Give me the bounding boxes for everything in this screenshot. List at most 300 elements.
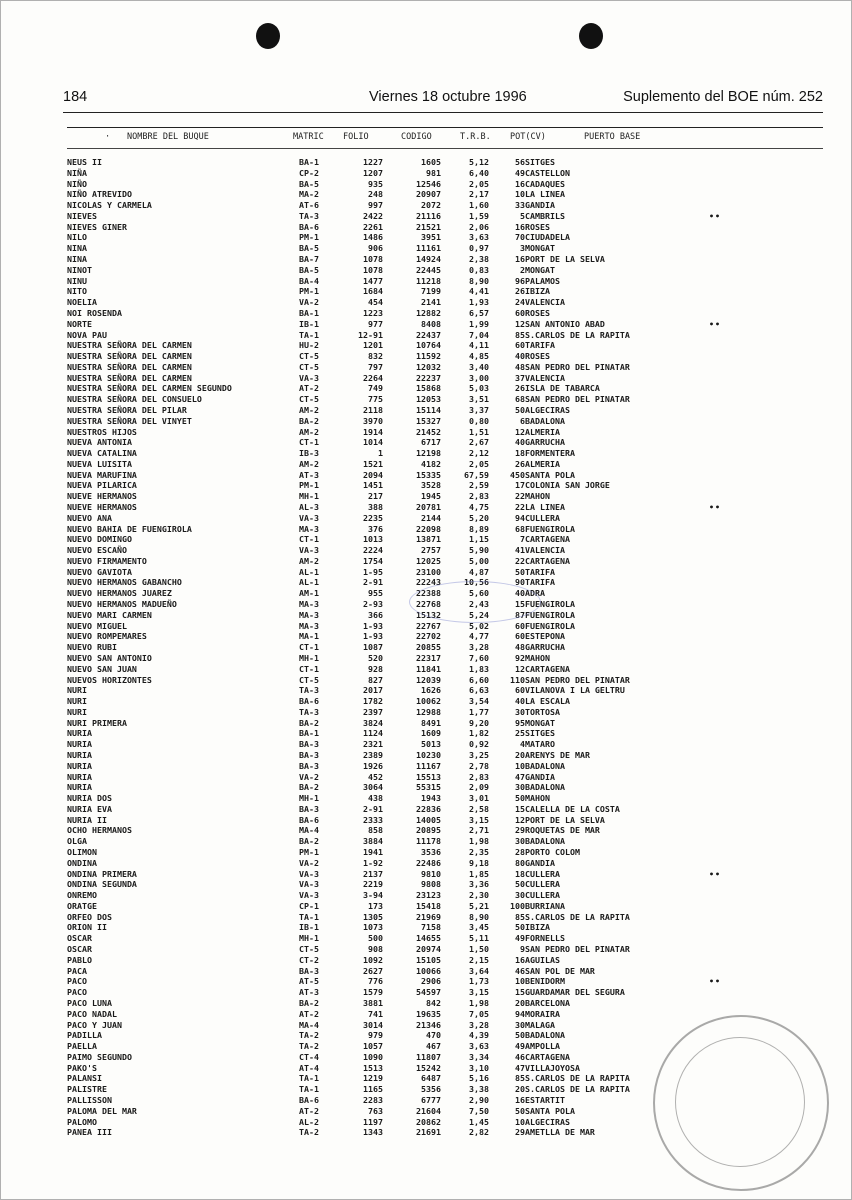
cell-codigo: 20907: [416, 189, 441, 200]
table-row: [67, 330, 735, 341]
cell-trb: 2,78: [469, 760, 489, 771]
cell-codigo: 20862: [416, 1116, 441, 1127]
cell-codigo: 6487: [421, 1073, 441, 1084]
cell-pot: 10: [515, 1116, 525, 1127]
cell-codigo: 22243: [416, 577, 441, 588]
cell-codigo: 2141: [421, 297, 441, 308]
cell-dots: [695, 373, 735, 384]
cell-puerto: SANTA POLA: [525, 469, 575, 480]
cell-matric: VA-2: [299, 771, 319, 782]
cell-codigo: 21691: [416, 1127, 441, 1138]
cell-folio: 1782: [363, 696, 383, 707]
cell-trb: 4,85: [469, 351, 489, 362]
cell-trb: 3,01: [469, 793, 489, 804]
cell-matric: BA-3: [299, 965, 319, 976]
cell-name: PALOMO: [67, 1116, 97, 1127]
cell-puerto: CULLERA: [525, 512, 560, 523]
cell-trb: 5,90: [469, 545, 489, 556]
cell-name: PANEA III: [67, 1127, 112, 1138]
cell-pot: 90: [515, 577, 525, 588]
cell-matric: VA-3: [299, 545, 319, 556]
cell-name: PACO NADAL: [67, 1008, 117, 1019]
table-row: [67, 459, 735, 470]
table-row: [67, 545, 735, 556]
cell-name: NURI: [67, 685, 87, 696]
cell-codigo: 22317: [416, 652, 441, 663]
cell-pot: 49: [515, 933, 525, 944]
cell-puerto: BADALONA: [525, 836, 565, 847]
cell-folio: 1-93: [363, 631, 383, 642]
cell-trb: 3,15: [469, 814, 489, 825]
cell-trb: 6,40: [469, 167, 489, 178]
cell-pot: 96: [515, 275, 525, 286]
cell-codigo: 14655: [416, 933, 441, 944]
cell-folio: 1513: [363, 1062, 383, 1073]
cell-codigo: 12198: [416, 448, 441, 459]
cell-dots: [695, 513, 735, 524]
cell-matric: TA-3: [299, 706, 319, 717]
cell-pot: 49: [515, 167, 525, 178]
cell-codigo: 12053: [416, 394, 441, 405]
table-row: [67, 707, 735, 718]
cell-dots: [695, 815, 735, 826]
cell-codigo: 2906: [421, 976, 441, 987]
cell-dots: [695, 998, 735, 1009]
cell-dots: [695, 610, 735, 621]
cell-pot: 40: [515, 437, 525, 448]
table-header-rule: [67, 148, 823, 149]
cell-codigo: 3528: [421, 480, 441, 491]
cell-dots: [695, 383, 735, 394]
cell-pot: 29: [515, 825, 525, 836]
cell-trb: 7,50: [469, 1105, 489, 1116]
cell-name: OLGA: [67, 836, 87, 847]
cell-puerto: BADALONA: [525, 760, 565, 771]
table-row: [67, 912, 735, 923]
cell-pot: 5: [520, 210, 525, 221]
cell-pot: 40: [515, 588, 525, 599]
cell-matric: VA-3: [299, 868, 319, 879]
cell-codigo: 11592: [416, 351, 441, 362]
cell-codigo: 15242: [416, 1062, 441, 1073]
cell-pot: 28: [515, 847, 525, 857]
table-row: [67, 1041, 735, 1052]
cell-pot: 85: [515, 1073, 525, 1084]
cell-folio: 1087: [363, 642, 383, 653]
cell-name: NUESTROS HIJOS: [67, 426, 137, 437]
table-row: [67, 750, 735, 761]
cell-dots: [695, 480, 735, 491]
cell-name: OCHO HERMANOS: [67, 825, 132, 836]
cell-name: NUEVE HERMANOS: [67, 491, 137, 502]
cell-puerto: SAN ANTONIO ABAD: [525, 318, 605, 329]
cell-matric: BA-5: [299, 243, 319, 254]
cell-trb: 2,30: [469, 890, 489, 901]
cell-folio: 1227: [363, 157, 383, 167]
cell-trb: 2,59: [469, 480, 489, 491]
cell-codigo: 22836: [416, 803, 441, 814]
cell-trb: 5,16: [469, 1073, 489, 1084]
cell-folio: 955: [368, 588, 383, 599]
table-row: [67, 394, 735, 405]
cell-puerto: AMPOLLA: [525, 1041, 560, 1052]
cell-dots: [695, 179, 735, 190]
cell-pot: 22: [515, 502, 525, 512]
cell-dots: ••: [709, 210, 721, 221]
cell-puerto: ISLA DE TABARCA: [525, 383, 600, 394]
cell-matric: MA-4: [299, 825, 319, 836]
cell-puerto: TARIFA: [525, 577, 555, 588]
table-row: [67, 308, 735, 319]
cell-codigo: 14005: [416, 814, 441, 825]
cell-pot: 68: [515, 523, 525, 534]
cell-dots: [695, 459, 735, 470]
cell-puerto: CULLERA: [525, 879, 560, 890]
cell-matric: HU-2: [299, 340, 319, 351]
cell-trb: 4,77: [469, 631, 489, 642]
cell-pot: 16: [515, 954, 525, 965]
cell-codigo: 22237: [416, 372, 441, 383]
cell-folio: 797: [368, 361, 383, 372]
cell-name: NURIA: [67, 782, 92, 793]
cell-pot: 24: [515, 297, 525, 308]
cell-codigo: 981: [426, 167, 441, 178]
cell-trb: 5,02: [469, 620, 489, 631]
cell-trb: 4,41: [469, 286, 489, 297]
round-seal-stamp: [653, 1015, 829, 1191]
cell-matric: MA-3: [299, 523, 319, 534]
cell-dots: [695, 761, 735, 772]
cell-matric: BA-2: [299, 997, 319, 1008]
cell-codigo: 23100: [416, 566, 441, 577]
table-row: [67, 793, 735, 804]
cell-folio: 1486: [363, 232, 383, 243]
cell-name: ORATGE: [67, 900, 97, 911]
cell-folio: 173: [368, 900, 383, 911]
cell-matric: AT-4: [299, 1062, 319, 1073]
cell-pot: 50: [515, 922, 525, 933]
cell-puerto: LA LINEA: [525, 502, 565, 512]
table-row: [67, 1117, 735, 1128]
table-row: [67, 825, 735, 836]
cell-pot: 12: [515, 814, 525, 825]
cell-puerto: FUENGIROLA: [525, 620, 575, 631]
cell-pot: 16: [515, 254, 525, 265]
cell-matric: VA-2: [299, 297, 319, 308]
cell-folio: 2235: [363, 512, 383, 523]
cell-matric: PM-1: [299, 480, 319, 491]
table-row: [67, 157, 735, 168]
cell-puerto: CALELLA DE LA COSTA: [525, 803, 620, 814]
cell-name: NINA: [67, 254, 87, 265]
cell-matric: CP-1: [299, 900, 319, 911]
table-row: [67, 718, 735, 729]
cell-trb: 6,57: [469, 307, 489, 318]
cell-trb: 2,38: [469, 254, 489, 265]
table-row: [67, 610, 735, 621]
cell-matric: AM-2: [299, 458, 319, 469]
cell-trb: 0,83: [469, 264, 489, 275]
cell-folio: 2321: [363, 739, 383, 750]
cell-codigo: 22486: [416, 857, 441, 868]
cell-name: NURI: [67, 696, 87, 707]
cell-puerto: CULLERA: [525, 890, 560, 901]
cell-name: PACO LUNA: [67, 997, 112, 1008]
cell-puerto: SITGES: [525, 728, 555, 739]
table-row: [67, 1030, 735, 1041]
cell-dots: [695, 470, 735, 481]
table-row: [67, 890, 735, 901]
cell-trb: 1,59: [469, 210, 489, 221]
cell-pot: 47: [515, 1062, 525, 1073]
cell-puerto: TORTOSA: [525, 706, 560, 717]
cell-folio: 3824: [363, 717, 383, 728]
cell-name: NUEVO MARI CARMEN: [67, 609, 152, 620]
col-header-matric: MATRIC: [293, 132, 324, 142]
cell-codigo: 20855: [416, 642, 441, 653]
cell-pot: 95: [515, 717, 525, 728]
table-row: [67, 955, 735, 966]
cell-name: NOVA PAU: [67, 329, 107, 340]
table-row: [67, 944, 735, 955]
cell-matric: MA-1: [299, 631, 319, 642]
cell-name: NUESTRA SEÑORA DEL CARMEN SEGUNDO: [67, 383, 232, 394]
cell-puerto: S.CARLOS DE LA RAPITA: [525, 1073, 630, 1084]
cell-matric: BA-3: [299, 803, 319, 814]
cell-pot: 40: [515, 696, 525, 707]
cell-pot: 48: [515, 361, 525, 372]
cell-name: NUEVO HERMANOS MADUEÑO: [67, 599, 177, 610]
cell-trb: 3,40: [469, 361, 489, 372]
cell-trb: 67,59: [464, 469, 489, 480]
cell-pot: 50: [515, 404, 525, 415]
cell-matric: AM-2: [299, 426, 319, 437]
cell-pot: 17: [515, 480, 525, 491]
cell-puerto: MONGAT: [525, 243, 555, 254]
cell-folio: 366: [368, 609, 383, 620]
cell-folio: 2-91: [363, 803, 383, 814]
cell-dots: [695, 416, 735, 427]
cell-dots: [695, 286, 735, 297]
col-header-pot: POT(CV): [510, 132, 546, 142]
cell-matric: AL-3: [299, 502, 319, 512]
table-row: [67, 804, 735, 815]
cell-dots: [695, 427, 735, 438]
cell-pot: 4: [520, 739, 525, 750]
cell-trb: 1,85: [469, 868, 489, 879]
cell-codigo: 15418: [416, 900, 441, 911]
cell-folio: 438: [368, 793, 383, 804]
cell-pot: 60: [515, 307, 525, 318]
cell-matric: CT-4: [299, 1051, 319, 1062]
cell-folio: 775: [368, 394, 383, 405]
cell-name: NUESTRA SEÑORA DEL CARMEN: [67, 361, 192, 372]
cell-folio: 1014: [363, 437, 383, 448]
cell-pot: 450: [510, 469, 525, 480]
cell-matric: BA-1: [299, 728, 319, 739]
cell-name: NEUS II: [67, 157, 102, 167]
cell-puerto: CAMBRILS: [525, 210, 565, 221]
cell-dots: [695, 772, 735, 783]
cell-name: NUEVA LUISITA: [67, 458, 132, 469]
cell-dots: [695, 653, 735, 664]
table-row: [67, 362, 735, 373]
col-header-codigo: CODIGO: [401, 132, 432, 142]
table-row: [67, 772, 735, 783]
cell-pot: 16: [515, 221, 525, 232]
table-row: [67, 782, 735, 793]
cell-codigo: 5013: [421, 739, 441, 750]
cell-codigo: 467: [426, 1041, 441, 1052]
cell-trb: 6,63: [469, 685, 489, 696]
cell-trb: 0,92: [469, 739, 489, 750]
cell-codigo: 15105: [416, 954, 441, 965]
cell-folio: 2137: [363, 868, 383, 879]
cell-puerto: VILLAJOYOSA: [525, 1062, 580, 1073]
vessel-table-body: [67, 157, 735, 1138]
cell-dots: ••: [709, 976, 721, 987]
cell-name: NUEVO BAHIA DE FUENGIROLA: [67, 523, 192, 534]
cell-puerto: BURRIANA: [525, 900, 565, 911]
cell-pot: 20: [515, 749, 525, 760]
cell-matric: BA-1: [299, 157, 319, 167]
cell-puerto: ARENYS DE MAR: [525, 749, 590, 760]
cell-matric: BA-5: [299, 178, 319, 189]
cell-codigo: 7199: [421, 286, 441, 297]
cell-codigo: 11807: [416, 1051, 441, 1062]
cell-trb: 5,03: [469, 383, 489, 394]
cell-trb: 2,83: [469, 491, 489, 502]
cell-dots: [695, 200, 735, 211]
cell-matric: CT-1: [299, 663, 319, 674]
cell-puerto: MALAGA: [525, 1019, 555, 1030]
cell-pot: 100: [510, 900, 525, 911]
cell-puerto: SAN PEDRO DEL PINATAR: [525, 674, 630, 685]
cell-puerto: SITGES: [525, 157, 555, 167]
cell-dots: [695, 944, 735, 955]
cell-pot: 47: [515, 771, 525, 782]
cell-puerto: SANTA POLA: [525, 1105, 575, 1116]
cell-folio: 908: [368, 944, 383, 955]
col-header-folio: FOLIO: [343, 132, 369, 142]
cell-matric: TA-2: [299, 1030, 319, 1041]
cell-dots: [695, 685, 735, 696]
table-row: [67, 534, 735, 545]
cell-trb: 7,60: [469, 652, 489, 663]
cell-matric: CT-5: [299, 944, 319, 955]
cell-name: NUEVO HERMANOS JUAREZ: [67, 588, 172, 599]
cell-matric: AL-1: [299, 577, 319, 588]
cell-trb: 5,21: [469, 900, 489, 911]
cell-puerto: GANDIA: [525, 200, 555, 211]
cell-dots: [695, 524, 735, 535]
cell-pot: 26: [515, 458, 525, 469]
cell-dots: [695, 351, 735, 362]
cell-name: ORFEO DOS: [67, 911, 112, 922]
cell-pot: 80: [515, 857, 525, 868]
cell-dots: [695, 168, 735, 179]
cell-puerto: S.CARLOS DE LA RAPITA: [525, 911, 630, 922]
cell-codigo: 11178: [416, 836, 441, 847]
cell-codigo: 470: [426, 1030, 441, 1041]
cell-trb: 1,60: [469, 200, 489, 211]
cell-dots: [695, 836, 735, 847]
cell-pot: 22: [515, 555, 525, 566]
cell-dots: [695, 955, 735, 966]
cell-folio: 376: [368, 523, 383, 534]
cell-name: NUEVA MARUFINA: [67, 469, 137, 480]
cell-trb: 6,60: [469, 674, 489, 685]
cell-codigo: 7158: [421, 922, 441, 933]
cell-puerto: COLONIA SAN JORGE: [525, 480, 610, 491]
cell-matric: TA-1: [299, 1073, 319, 1084]
table-row: [67, 815, 735, 826]
cell-puerto: SAN PEDRO DEL PINATAR: [525, 944, 630, 955]
cell-folio: 1078: [363, 264, 383, 275]
cell-puerto: FORMENTERA: [525, 448, 575, 459]
cell-matric: TA-1: [299, 911, 319, 922]
cell-folio: 388: [368, 502, 383, 512]
cell-name: NUESTRA SEÑORA DEL CARMEN: [67, 372, 192, 383]
cell-puerto: FUENGIROLA: [525, 523, 575, 534]
cell-trb: 3,54: [469, 696, 489, 707]
cell-codigo: 2757: [421, 545, 441, 556]
cell-dots: [695, 933, 735, 944]
cell-folio: 1941: [363, 847, 383, 857]
cell-folio: 1684: [363, 286, 383, 297]
table-row: [67, 696, 735, 707]
cell-dots: [695, 567, 735, 578]
cell-name: ONDINA SEGUNDA: [67, 879, 137, 890]
cell-name: NOELIA: [67, 297, 97, 308]
cell-codigo: 13871: [416, 534, 441, 545]
vessel-table: [67, 157, 735, 1138]
cell-matric: AL-2: [299, 1116, 319, 1127]
cell-name: NUESTRA SEÑORA DEL CARMEN: [67, 340, 192, 351]
cell-matric: BA-1: [299, 307, 319, 318]
cell-pot: 26: [515, 383, 525, 394]
cell-matric: AM-2: [299, 555, 319, 566]
cell-trb: 5,60: [469, 588, 489, 599]
cell-pot: 15: [515, 599, 525, 610]
cell-codigo: 21116: [416, 210, 441, 221]
cell-dots: [695, 825, 735, 836]
cell-trb: 10,56: [464, 577, 489, 588]
cell-codigo: 2072: [421, 200, 441, 211]
cell-matric: BA-2: [299, 836, 319, 847]
cell-folio: 2397: [363, 706, 383, 717]
cell-folio: 1579: [363, 987, 383, 998]
cell-pot: 92: [515, 652, 525, 663]
cell-pot: 2: [520, 264, 525, 275]
cell-puerto: CARTAGENA: [525, 555, 570, 566]
cell-trb: 8,89: [469, 523, 489, 534]
cell-codigo: 23123: [416, 890, 441, 901]
table-row: [67, 351, 735, 362]
cell-name: ONREMO: [67, 890, 97, 901]
cell-matric: TA-3: [299, 210, 319, 221]
cell-name: NUEVO SAN JUAN: [67, 663, 137, 674]
cell-folio: 749: [368, 383, 383, 394]
cell-folio: 1124: [363, 728, 383, 739]
cell-name: NURI: [67, 706, 87, 717]
cell-codigo: 1605: [421, 157, 441, 167]
cell-folio: 1754: [363, 555, 383, 566]
cell-pot: 16: [515, 1094, 525, 1105]
cell-puerto: ALMERIA: [525, 458, 560, 469]
cell-puerto: PORT DE LA SELVA: [525, 814, 605, 825]
cell-matric: AM-2: [299, 404, 319, 415]
